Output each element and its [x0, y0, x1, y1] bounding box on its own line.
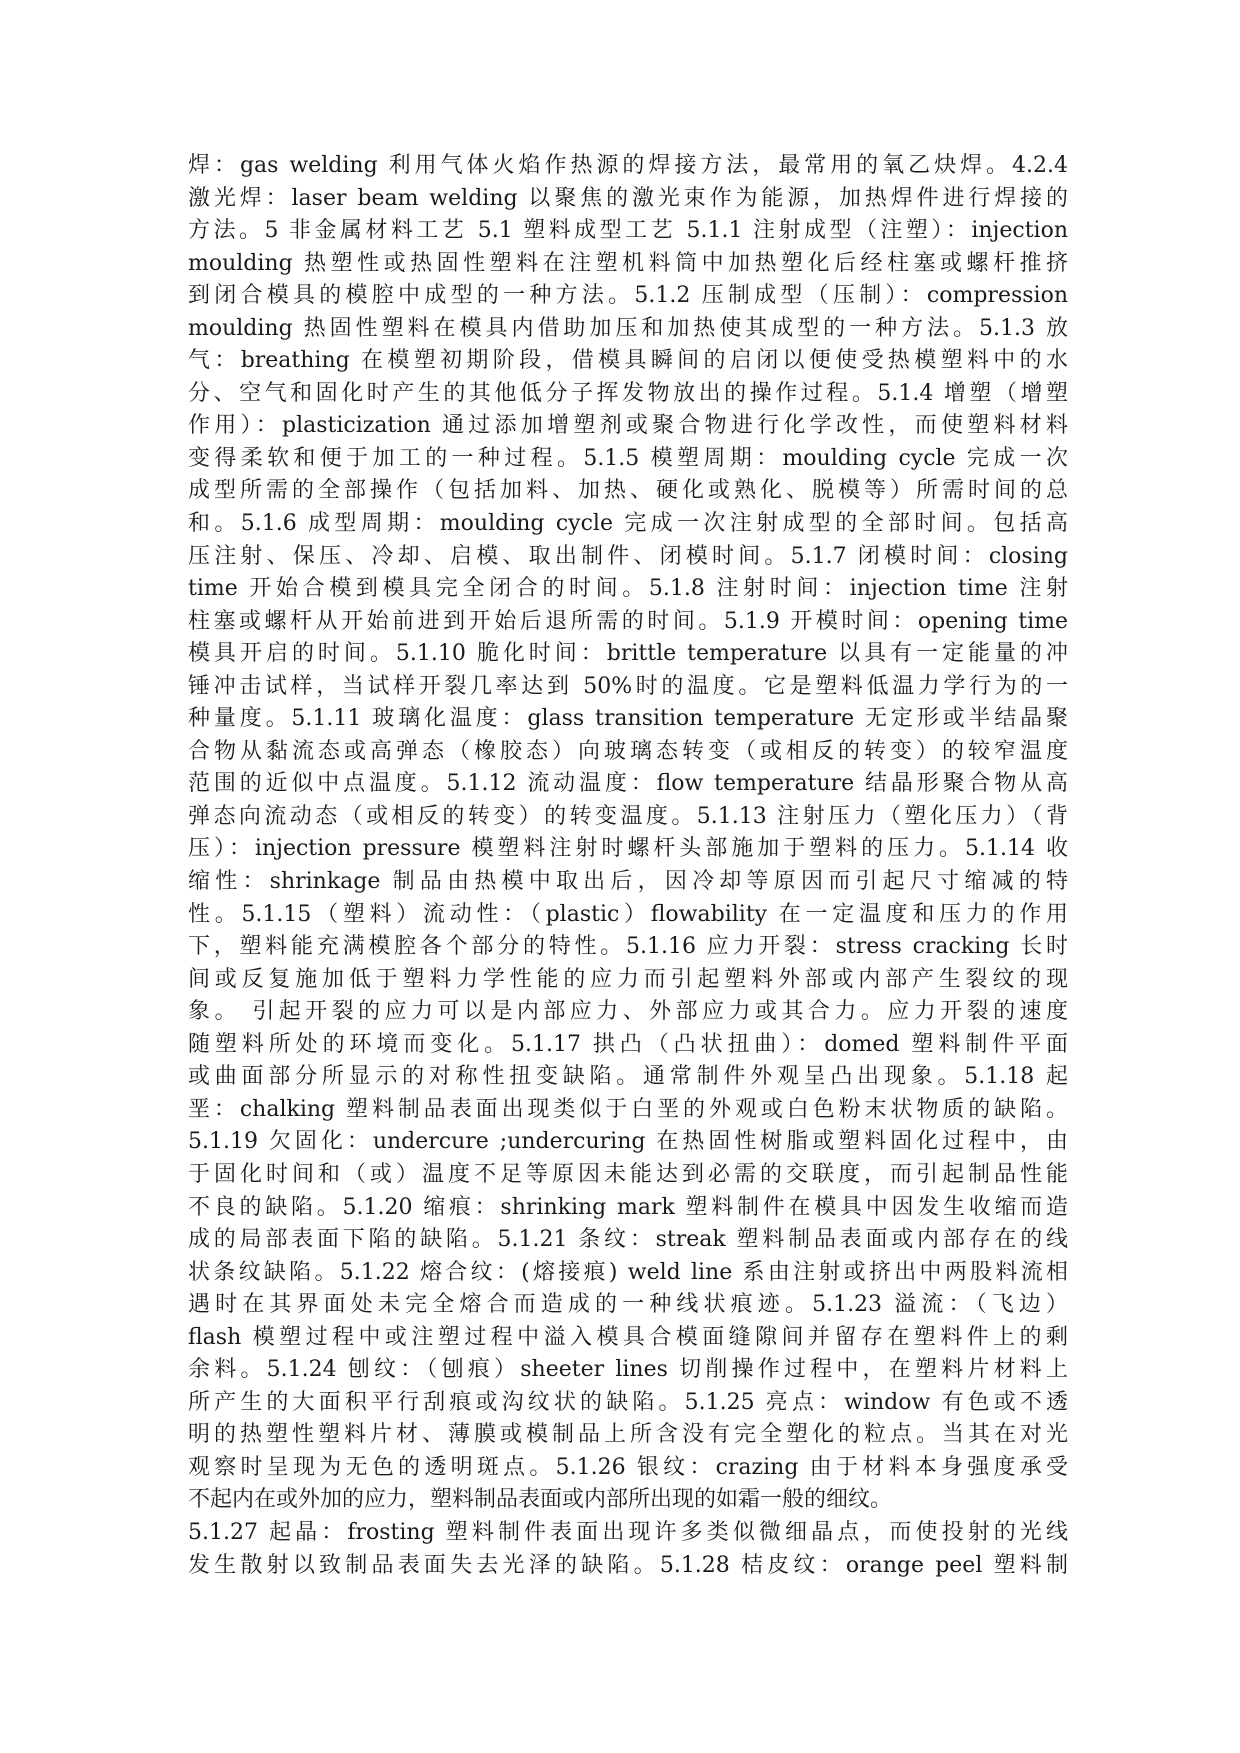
- text-line: 5.1.19 欠固化：undercure ;undercuring 在热固性树脂或塑料固化过程中，由: [188, 1129, 1068, 1155]
- text-line: 下，塑料能充满模腔各个部分的特性。5.1.16 应力开裂：stress cracking 长时: [188, 934, 1068, 960]
- text-line: 缩性：shrinkage 制品由热模中取出后，因冷却等原因而引起尺寸缩减的特: [188, 869, 1068, 895]
- text-line: 柱塞或螺杆从开始前进到开始后退所需的时间。5.1.9 开模时间：opening time: [188, 608, 1068, 634]
- text-line: 状条纹缺陷。5.1.22 熔合纹：(熔接痕) weld line 系由注射或挤出中两股料流相: [188, 1259, 1068, 1285]
- text-line: 范围的近似中点温度。5.1.12 流动温度：flow temperature 结晶形聚合物从高: [188, 771, 1068, 797]
- text-line: 方法。5 非金属材料工艺 5.1 塑料成型工艺 5.1.1 注射成型（注塑）：injection: [188, 218, 1068, 244]
- text-line: 发生散射以致制品表面失去光泽的缺陷。5.1.28 桔皮纹：orange peel 塑料制: [188, 1552, 1068, 1578]
- text-line: 到闭合模具的模腔中成型的一种方法。5.1.2 压制成型（压制）：compression: [188, 283, 1068, 309]
- text-line: 压注射、保压、冷却、启模、取出制件、闭模时间。5.1.7 闭模时间：closing: [188, 543, 1068, 569]
- text-line: 种量度。5.1.11 玻璃化温度：glass transition temperature 无定形或半结晶聚: [188, 706, 1068, 732]
- text-line: 气：breathing 在模塑初期阶段，借模具瞬间的启闭以便使受热模塑料中的水: [188, 348, 1068, 374]
- text-line: 垩：chalking 塑料制品表面出现类似于白垩的外观或白色粉末状物质的缺陷。: [188, 1096, 1068, 1122]
- text-line: 性。5.1.15（塑料）流动性：（plastic）flowability 在一定温度和压力的作用: [188, 901, 1068, 927]
- text-line: 和。5.1.6 成型周期：moulding cycle 完成一次注射成型的全部时间。包括高: [188, 511, 1068, 537]
- text-line: 5.1.27 起晶：frosting 塑料制件表面出现许多类似微细晶点，而使投射的光线: [188, 1519, 1068, 1545]
- text-line: 变得柔软和便于加工的一种过程。5.1.5 模塑周期：moulding cycle 完成一次: [188, 445, 1068, 471]
- text-line: 焊：gas welding 利用气体火焰作热源的焊接方法，最常用的氧乙炔焊。4.2.4: [188, 153, 1068, 178]
- text-body: [188, 150, 1068, 1582]
- text-line: 不起内在或外加的应力，塑料制品表面或内部所出现的如霜一般的细纹。: [188, 1487, 893, 1513]
- text-line: 合物从黏流态或高弹态（橡胶态）向玻璃态转变（或相反的转变）的较窄温度: [188, 738, 1068, 764]
- text-line: 于固化时间和（或）温度不足等原因未能达到必需的交联度，而引起制品性能: [188, 1161, 1068, 1187]
- text-line: 或曲面部分所显示的对称性扭变缺陷。通常制件外观呈凸出现象。5.1.18 起: [188, 1064, 1068, 1090]
- text-line: 余料。5.1.24 刨纹：（刨痕）sheeter lines 切削操作过程中，在塑料片材料上: [188, 1357, 1068, 1383]
- text-line: 弹态向流动态（或相反的转变）的转变温度。5.1.13 注射压力（塑化压力）（背: [188, 803, 1068, 829]
- text-line: 所产生的大面积平行刮痕或沟纹状的缺陷。5.1.25 亮点：window 有色或不透: [188, 1389, 1068, 1415]
- text-line: 观察时呈现为无色的透明斑点。5.1.26 银纹：crazing 由于材料本身强度承受: [188, 1454, 1068, 1480]
- text-line: 象。 引起开裂的应力可以是内部应力、外部应力或其合力。应力开裂的速度: [188, 999, 1068, 1025]
- text-line: 不良的缺陷。5.1.20 缩痕：shrinking mark 塑料制件在模具中因发生收缩而造: [188, 1194, 1068, 1220]
- text-line: 作用）：plasticization 通过添加增塑剂或聚合物进行化学改性，而使塑料材料: [188, 413, 1068, 439]
- text-line: 成型所需的全部操作（包括加料、加热、硬化或熟化、脱模等）所需时间的总: [188, 478, 1068, 504]
- text-line: 模具开启的时间。5.1.10 脆化时间：brittle temperature 以具有一定能量的冲: [188, 641, 1068, 667]
- text-line: moulding 热塑性或热固性塑料在注塑机料筒中加热塑化后经柱塞或螺杆推挤: [188, 250, 1068, 276]
- text-line: 压）：injection pressure 模塑料注射时螺杆头部施加于塑料的压力。5.1.14 收: [188, 836, 1068, 862]
- text-line: 激光焊：laser beam welding 以聚焦的激光束作为能源，加热焊件进行焊接的: [188, 185, 1068, 211]
- text-line: moulding 热固性塑料在模具内借助加压和加热使其成型的一种方法。5.1.3 放: [188, 315, 1068, 341]
- text-line: 间或反复施加低于塑料力学性能的应力而引起塑料外部或内部产生裂纹的现: [188, 966, 1068, 992]
- text-line: time 开始合模到模具完全闭合的时间。5.1.8 注射时间：injection time 注射: [188, 576, 1068, 602]
- text-line: 锤冲击试样，当试样开裂几率达到 50%时的温度。它是塑料低温力学行为的一: [188, 673, 1068, 699]
- text-line: 成的局部表面下陷的缺陷。5.1.21 条纹：streak 塑料制品表面或内部存在的线: [188, 1227, 1068, 1253]
- text-line: 随塑料所处的环境而变化。5.1.17 拱凸（凸状扭曲）：domed 塑料制件平面: [188, 1031, 1068, 1057]
- text-line: 明的热塑性塑料片材、薄膜或模制品上所含没有完全塑化的粒点。当其在对光: [188, 1422, 1068, 1448]
- text-line: 遇时在其界面处未完全熔合而造成的一种线状痕迹。5.1.23 溢流：（飞边）: [188, 1292, 1068, 1318]
- text-line: 分、空气和固化时产生的其他低分子挥发物放出的操作过程。5.1.4 增塑（增塑: [188, 380, 1068, 406]
- text-line: flash 模塑过程中或注塑过程中溢入模具合模面缝隙间并留存在塑料件上的剩: [188, 1324, 1068, 1350]
